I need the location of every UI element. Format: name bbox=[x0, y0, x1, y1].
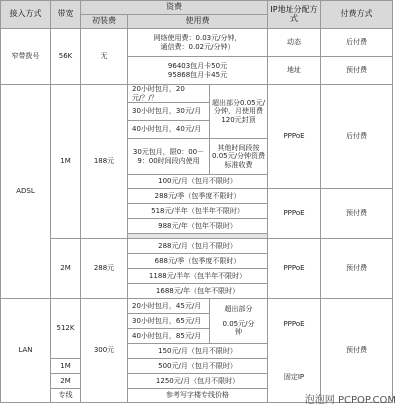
header-row bbox=[1, 1, 393, 15]
adsl-init-2m: 288元 bbox=[81, 239, 128, 299]
lan-over-note bbox=[210, 299, 268, 344]
header-initial-fee: 初装费 bbox=[81, 15, 128, 29]
lan-ip-fixed: 固定IP bbox=[283, 372, 305, 381]
adsl-init-1m: 188元 bbox=[81, 85, 128, 239]
dialup-pkg-96403: 96403包月卡50元 bbox=[167, 62, 228, 70]
adsl-unl-288q: 288元/季（包季度不限时） bbox=[128, 189, 268, 204]
header-usage-fee: 使用费 bbox=[128, 15, 268, 29]
adsl-unl-518h: 518元/半年（包半年不限时） bbox=[128, 204, 268, 219]
adsl-plan-40h: 40小时包月，40元/月 bbox=[128, 121, 210, 139]
lan-ip bbox=[268, 299, 321, 403]
lan-over-a: 超出部分 bbox=[224, 305, 253, 314]
adsl-2m-row-1 bbox=[1, 239, 393, 254]
lan-over-c: 钟 bbox=[235, 328, 242, 337]
dialup-initial-fee: 无 bbox=[81, 29, 128, 85]
header-payment: 付费方式 bbox=[321, 1, 393, 29]
lan-plan-40h: 40小时包月，85元/月 bbox=[128, 329, 210, 344]
adsl-plan-20h: 20小时包月，20元/？/？ bbox=[128, 85, 210, 103]
dialup-row-1 bbox=[1, 29, 393, 57]
adsl-ip-1m-pre: PPPoE bbox=[268, 189, 321, 239]
lan-name: LAN bbox=[1, 299, 51, 403]
dialup-ip-address: 地址 bbox=[268, 57, 321, 85]
adsl-unl-1188h: 1188元/半年（包半年不限时） bbox=[128, 269, 268, 284]
dialup-pkg-95868: 95868包月卡45元 bbox=[167, 70, 228, 79]
dialup-fee-comm: 通信费：0.02元/分钟） bbox=[160, 42, 235, 51]
header-fee: 资费 bbox=[81, 1, 268, 15]
lan-bw-dedicated: 专线 bbox=[51, 389, 81, 403]
adsl-unl-988y: 988元/年（包年不限时） bbox=[128, 219, 268, 234]
lan-unl-150: 150元/月（包月不限时） bbox=[128, 344, 268, 359]
adsl-ip-1m: PPPoE bbox=[268, 85, 321, 189]
adsl-pay-2m: 预付费 bbox=[321, 239, 393, 299]
lan-plan-30h: 30小时包月，65元/月 bbox=[128, 314, 210, 329]
dialup-packages bbox=[128, 57, 268, 85]
dialup-bandwidth: 56K bbox=[51, 29, 81, 85]
adsl-bw-2m: 2M bbox=[51, 239, 81, 299]
dialup-fee-network: 网络使用费：0.03元/分钟， bbox=[153, 34, 242, 42]
lan-init: 300元 bbox=[81, 299, 128, 403]
lan-row-1 bbox=[1, 299, 393, 314]
adsl-pay-1m-pre: 预付费 bbox=[321, 189, 393, 239]
adsl-unl-100: 100元/月（包月不限时） bbox=[128, 175, 268, 189]
dialup-pay-pre: 预付费 bbox=[321, 57, 393, 85]
adsl-unl-1688y: 1688元/年（包年不限时） bbox=[128, 284, 268, 299]
adsl-pay-1m-post: 后付费 bbox=[321, 85, 393, 189]
lan-pay: 预付费 bbox=[321, 299, 393, 403]
adsl-unl-288m: 288元/月（包月不限时） bbox=[128, 239, 268, 254]
lan-dedicated-note: 参考写字楼专线价格 bbox=[128, 389, 268, 403]
lan-plan-20h: 20小时包月，45元/月 bbox=[128, 299, 210, 314]
adsl-bw-1m: 1M bbox=[51, 85, 81, 239]
lan-bw-512k: 512K bbox=[51, 299, 81, 359]
dialup-ip-dynamic: 动态 bbox=[268, 29, 321, 57]
adsl-plan-30yuan: 30元包月，限0：00－9：00时间段内使用 bbox=[128, 139, 210, 175]
lan-over-b: 0.05元/分 bbox=[222, 319, 255, 328]
adsl-plan-30h: 30小时包月，30元/月 bbox=[128, 103, 210, 121]
adsl-over-note: 超出部分0.05元/分钟，月使用费120元封顶 bbox=[210, 85, 268, 139]
adsl-ip-2m: PPPoE bbox=[268, 239, 321, 299]
lan-ip-pppoe: PPPoE bbox=[283, 320, 305, 328]
header-bandwidth: 带宽 bbox=[51, 1, 81, 29]
adsl-unl-688q: 688元/季（包季度不限时） bbox=[128, 254, 268, 269]
dialup-usage-fee bbox=[128, 29, 268, 57]
dialup-name: 窄带拨号 bbox=[1, 29, 51, 85]
watermark: 泡泡网 PCPOP.COM bbox=[304, 395, 396, 406]
lan-bw-1m: 1M bbox=[51, 359, 81, 374]
lan-unl-500: 500元/月（包月不限时） bbox=[128, 359, 268, 374]
adsl-row-1 bbox=[1, 85, 393, 103]
adsl-other-time: 其他时间段按0.05元/分钟资费标准收费 bbox=[210, 139, 268, 175]
lan-unl-1250: 1250元/月（包月不限时） bbox=[128, 374, 268, 389]
adsl-name: ADSL bbox=[1, 85, 51, 299]
header-ip-method: IP地址分配方式 bbox=[268, 1, 321, 29]
lan-bw-2m: 2M bbox=[51, 374, 81, 389]
header-access: 接入方式 bbox=[1, 1, 51, 29]
dialup-pay-post: 后付费 bbox=[321, 29, 393, 57]
